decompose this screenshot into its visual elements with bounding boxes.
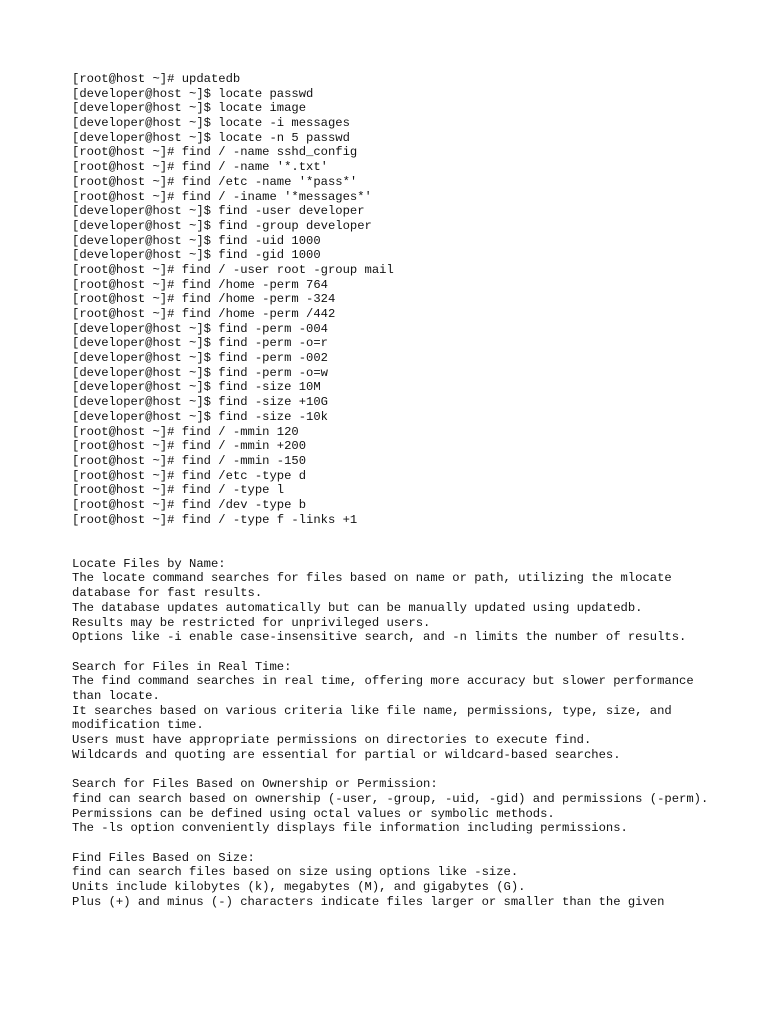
command-line: [root@host ~]# find /home -perm 764 bbox=[72, 277, 328, 292]
command-line: [root@host ~]# find / -type f -links +1 bbox=[72, 512, 358, 527]
section-heading: Find Files Based on Size: bbox=[72, 850, 255, 865]
command-line: [root@host ~]# find / -name sshd_config bbox=[72, 145, 358, 160]
command-line: [root@host ~]# find /etc -type d bbox=[72, 468, 307, 483]
section-text: The locate command searches for files based on name or path, utilizing the mlocate database for fast results. bbox=[72, 571, 680, 601]
section-text: find can search based on ownership (-user, -group, -uid, -gid) and permissions (-perm). bbox=[72, 791, 709, 806]
section-text: Options like -i enable case-insensitive search, and -n limits the number of results. bbox=[72, 630, 687, 645]
section-heading: Search for Files in Real Time: bbox=[72, 659, 292, 674]
document-page bbox=[72, 72, 712, 924]
command-line: [developer@host ~]$ find -perm -002 bbox=[72, 351, 328, 366]
section-text: Permissions can be defined using octal values or symbolic methods. bbox=[72, 806, 555, 821]
section-text: The database updates automatically but can be manually updated using updatedb. bbox=[72, 600, 643, 615]
command-line: [developer@host ~]$ find -uid 1000 bbox=[72, 233, 321, 248]
command-line: [root@host ~]# find / -name '*.txt' bbox=[72, 160, 328, 175]
command-line: [root@host ~]# find /etc -name '*pass*' bbox=[72, 174, 358, 189]
section-text: Results may be restricted for unprivileged users. bbox=[72, 615, 431, 630]
command-line: [root@host ~]# find / -user root -group mail bbox=[72, 262, 394, 277]
section-heading: Search for Files Based on Ownership or Permission: bbox=[72, 777, 438, 792]
command-line: [developer@host ~]$ find -perm -o=w bbox=[72, 365, 328, 380]
section-text: It searches based on various criteria like file name, permissions, type, size, and modification time. bbox=[72, 703, 680, 733]
command-line: [root@host ~]# find /home -perm -324 bbox=[72, 292, 336, 307]
command-line: [developer@host ~]$ find -size 10M bbox=[72, 380, 321, 395]
command-line: [developer@host ~]$ find -perm -004 bbox=[72, 321, 328, 336]
command-line: [developer@host ~]$ locate passwd bbox=[72, 86, 314, 101]
section-text: find can search files based on size using options like -size. bbox=[72, 865, 519, 880]
section-text: Units include kilobytes (k), megabytes (M), and gigabytes (G). bbox=[72, 880, 526, 895]
command-line: [root@host ~]# find / -iname '*messages*' bbox=[72, 189, 372, 204]
command-line: [root@host ~]# find / -type l bbox=[72, 483, 285, 498]
command-line: [developer@host ~]$ find -group developer bbox=[72, 218, 372, 233]
notes bbox=[72, 557, 712, 910]
command-line: [developer@host ~]$ locate image bbox=[72, 101, 307, 116]
section-text: Users must have appropriate permissions on directories to execute find. bbox=[72, 733, 592, 748]
section-file-size bbox=[72, 851, 712, 910]
command-line: [developer@host ~]$ find -size +10G bbox=[72, 395, 328, 410]
command-line: [developer@host ~]$ find -gid 1000 bbox=[72, 248, 321, 263]
section-text: Wildcards and quoting are essential for partial or wildcard-based searches. bbox=[72, 747, 621, 762]
section-locate-files bbox=[72, 557, 712, 645]
section-ownership-permission bbox=[72, 777, 712, 836]
command-line: [root@host ~]# find / -mmin 120 bbox=[72, 424, 299, 439]
section-heading: Locate Files by Name: bbox=[72, 556, 226, 571]
command-line: [developer@host ~]$ find -perm -o=r bbox=[72, 336, 328, 351]
section-real-time-search bbox=[72, 660, 712, 763]
command-line: [developer@host ~]$ find -size -10k bbox=[72, 409, 328, 424]
command-line: [developer@host ~]$ locate -n 5 passwd bbox=[72, 130, 350, 145]
section-text: Plus (+) and minus (-) characters indicate files larger or smaller than the given bbox=[72, 894, 665, 909]
command-line: [root@host ~]# find /dev -type b bbox=[72, 497, 307, 512]
command-line: [root@host ~]# find / -mmin -150 bbox=[72, 453, 307, 468]
command-line: [root@host ~]# updatedb bbox=[72, 72, 241, 86]
command-line: [developer@host ~]$ find -user developer bbox=[72, 204, 365, 219]
command-line: [root@host ~]# find /home -perm /442 bbox=[72, 307, 336, 321]
section-text: The -ls option conveniently displays file information including permissions. bbox=[72, 821, 628, 836]
command-listing bbox=[72, 72, 712, 527]
command-line: [root@host ~]# find / -mmin +200 bbox=[72, 439, 307, 454]
section-text: The find command searches in real time, offering more accuracy but slower performance than locate. bbox=[72, 674, 701, 704]
command-line: [developer@host ~]$ locate -i messages bbox=[72, 116, 350, 131]
